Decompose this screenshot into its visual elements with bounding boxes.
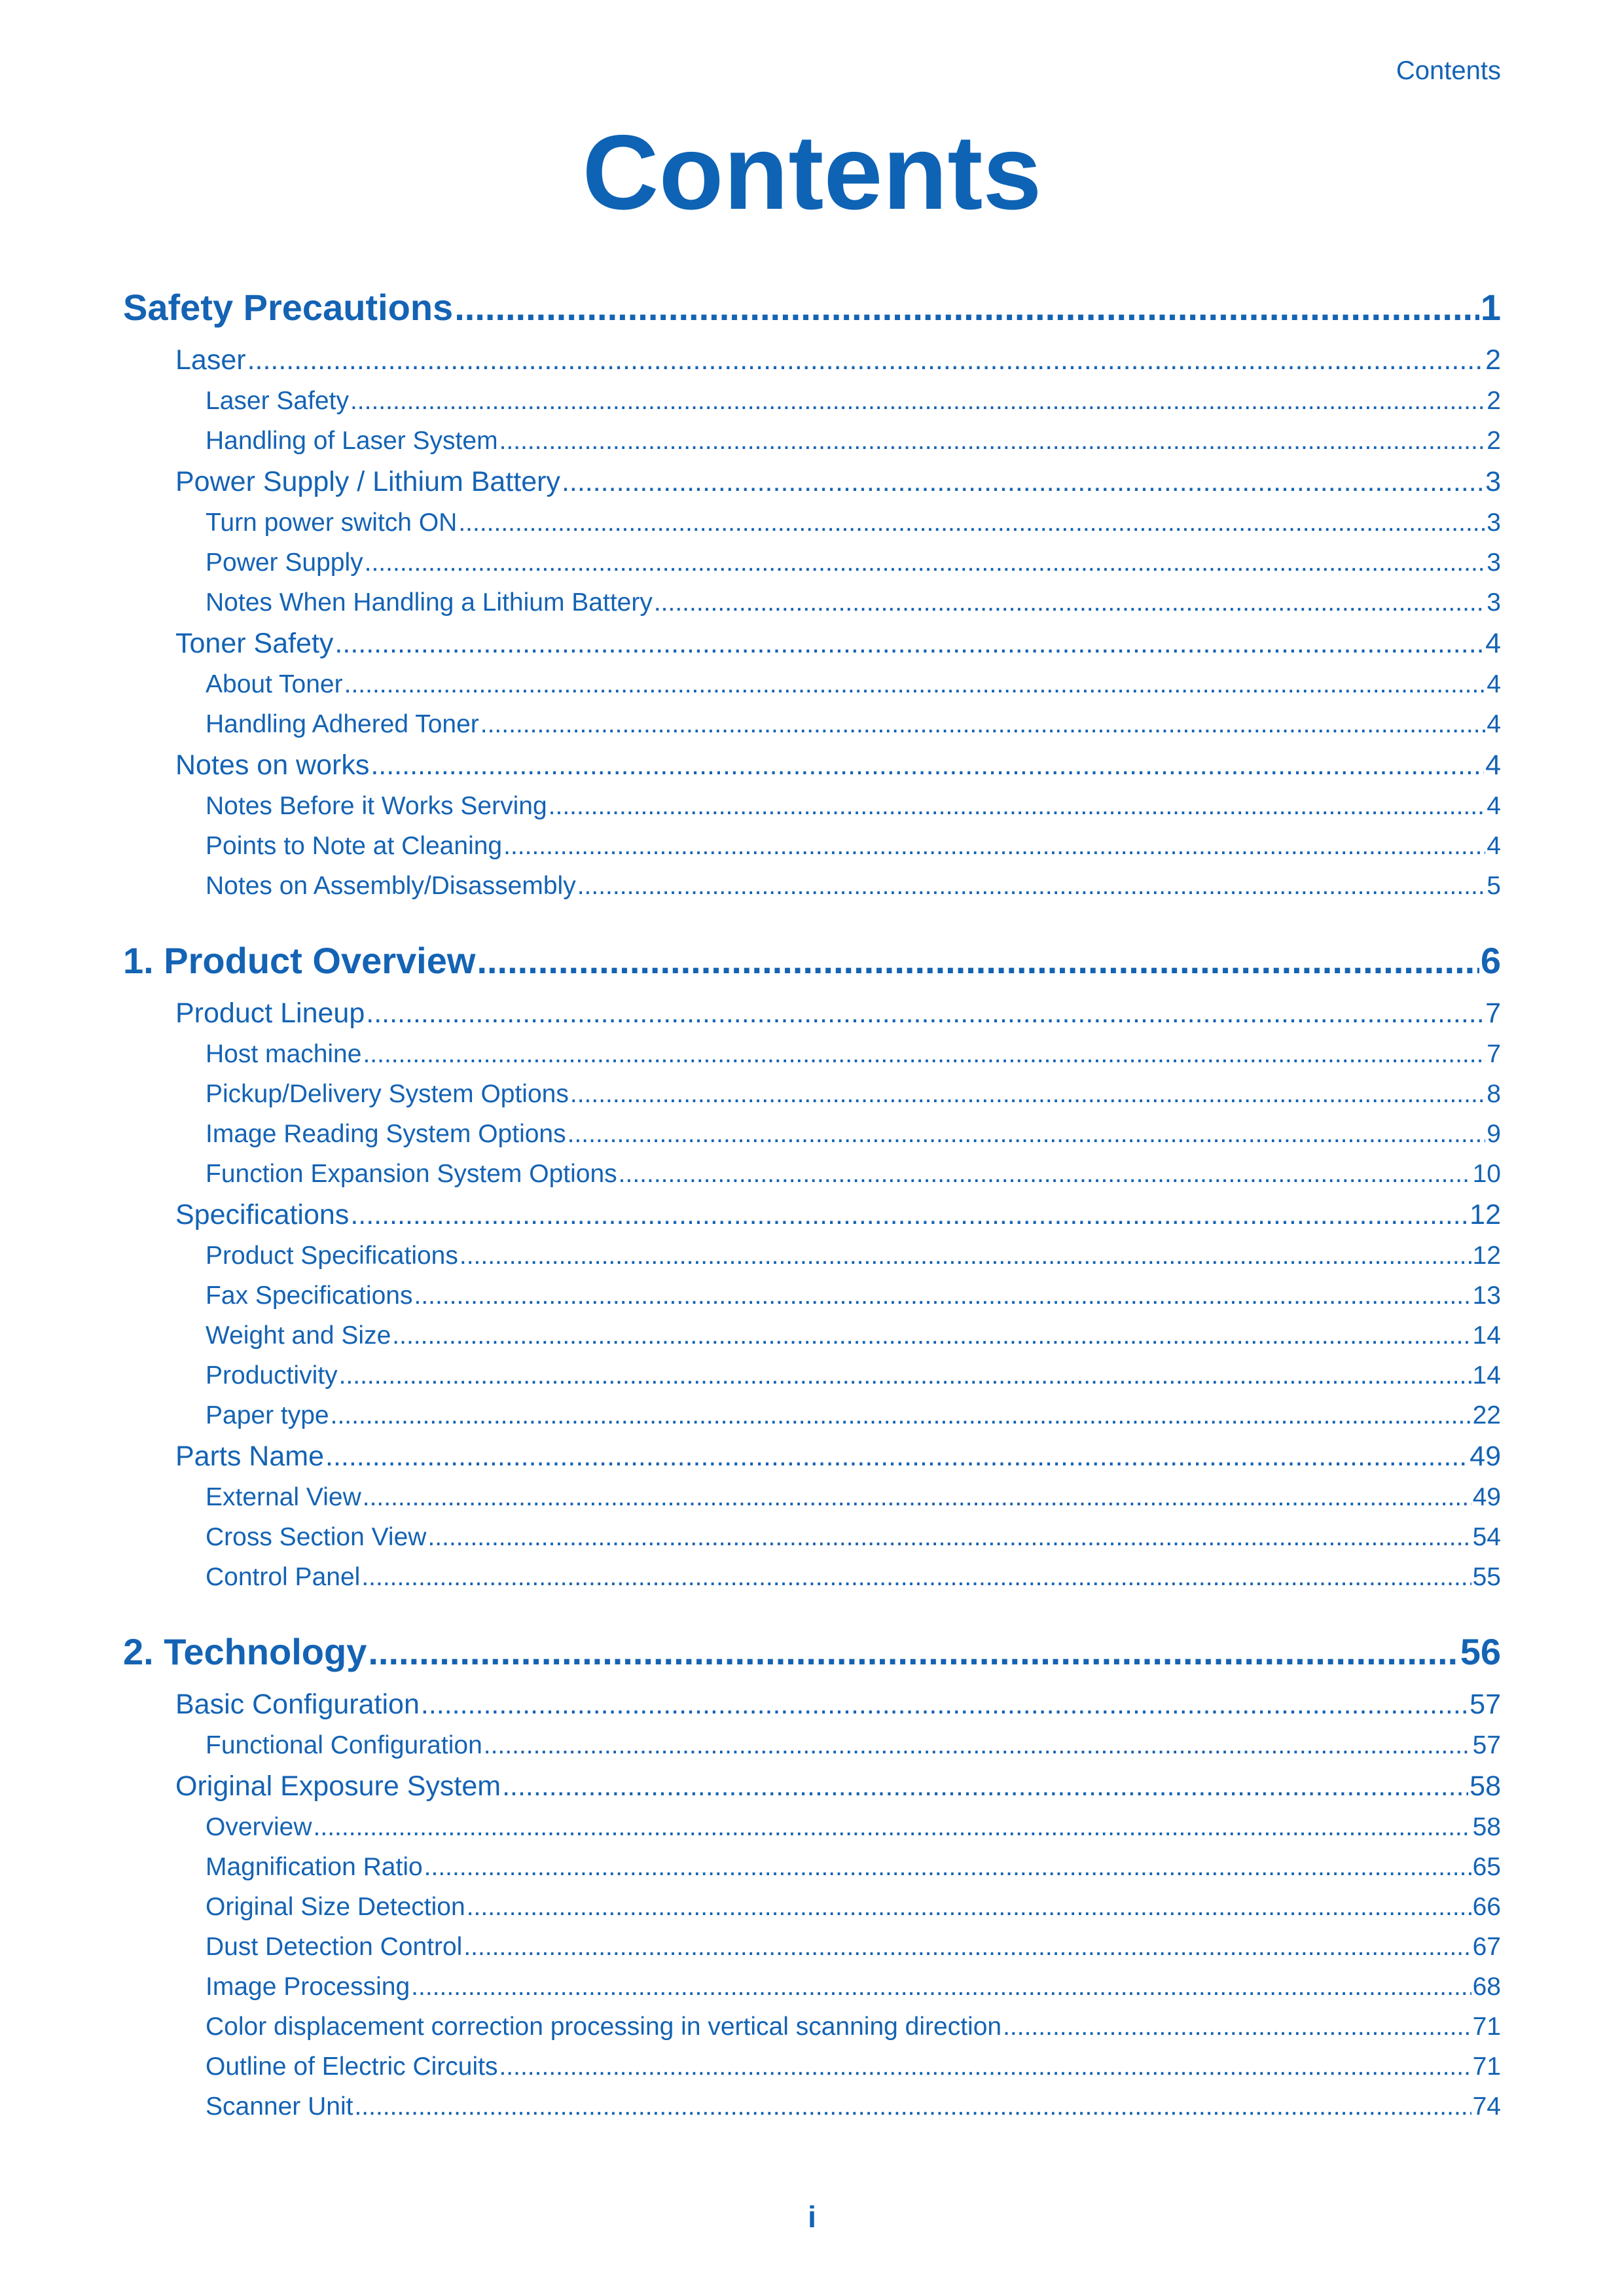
page-title: Contents — [582, 113, 1042, 232]
toc-entry-label: Weight and Size — [206, 1321, 391, 1350]
dot-leader — [619, 1154, 1471, 1194]
toc-entry-level-3[interactable] — [123, 1236, 1501, 1276]
toc-entry-page: 13 — [1472, 1282, 1501, 1310]
toc-entry-level-3[interactable] — [123, 503, 1501, 543]
toc-entry-label: Productivity — [206, 1361, 338, 1390]
toc-entry-page: 4 — [1487, 792, 1501, 820]
toc-entry-page: 4 — [1485, 628, 1501, 659]
toc-entry-label: Scanner Unit — [206, 2092, 353, 2121]
dot-leader — [370, 744, 1484, 786]
toc-entry-page: 12 — [1470, 1199, 1501, 1230]
toc-entry-level-3[interactable] — [123, 421, 1501, 461]
toc-entry-label: Fax Specifications — [206, 1282, 413, 1310]
toc-entry-level-3[interactable] — [123, 826, 1501, 866]
toc-entry-level-3[interactable] — [123, 2047, 1501, 2087]
toc-entry-label: Notes Before it Works Serving — [206, 792, 547, 820]
toc-entry-page: 71 — [1472, 2053, 1501, 2081]
toc-entry-page: 55 — [1472, 1563, 1501, 1591]
dot-leader — [499, 421, 1486, 461]
toc-entry-label: 2. Technology — [123, 1631, 367, 1672]
dot-leader — [247, 339, 1485, 381]
toc-entry-level-3[interactable] — [123, 1517, 1501, 1557]
dot-leader — [363, 1477, 1471, 1517]
toc-entry-page: 14 — [1472, 1361, 1501, 1390]
dot-leader — [368, 1621, 1458, 1683]
toc-entry-label: Function Expansion System Options — [206, 1160, 617, 1188]
toc-entry-level-3[interactable] — [123, 1887, 1501, 1927]
toc-entry-page: 74 — [1472, 2092, 1501, 2121]
toc-entry-page: 8 — [1487, 1080, 1501, 1108]
toc-entry-level-3[interactable] — [123, 1034, 1501, 1074]
toc-entry-level-3[interactable] — [123, 1114, 1501, 1154]
dot-leader — [339, 1355, 1471, 1395]
dot-leader — [454, 276, 1479, 339]
toc-entry-level-3[interactable] — [123, 1847, 1501, 1887]
toc-entry-level-2[interactable] — [123, 1765, 1501, 1807]
dot-leader — [361, 1557, 1471, 1597]
dot-leader — [427, 1517, 1471, 1557]
dot-leader — [577, 866, 1486, 906]
toc-entry-page: 56 — [1460, 1631, 1501, 1672]
toc-entry-level-2[interactable] — [123, 992, 1501, 1034]
toc-entry-level-3[interactable] — [123, 1927, 1501, 1967]
toc-entry-level-3[interactable] — [123, 786, 1501, 826]
toc-entry-level-2[interactable] — [123, 1194, 1501, 1236]
dot-leader — [331, 1395, 1471, 1435]
toc-entry-level-3[interactable] — [123, 1154, 1501, 1194]
dot-leader — [458, 503, 1485, 543]
toc-entry-label: Original Exposure System — [175, 1770, 501, 1802]
toc-entry-level-2[interactable] — [123, 1683, 1501, 1725]
toc-entry-page: 54 — [1472, 1523, 1501, 1551]
toc-entry-page: 7 — [1485, 997, 1501, 1029]
toc-entry-page: 7 — [1487, 1040, 1501, 1068]
toc-entry-page: 67 — [1472, 1933, 1501, 1961]
dot-leader — [460, 1236, 1471, 1276]
toc-entry-page: 3 — [1485, 466, 1501, 497]
dot-leader — [325, 1435, 1468, 1477]
toc-entry-level-3[interactable] — [123, 1395, 1501, 1435]
toc-entry-level-2[interactable] — [123, 622, 1501, 664]
toc-entry-label: Host machine — [206, 1040, 362, 1068]
dot-leader — [411, 1967, 1471, 2007]
toc-entry-page: 49 — [1470, 1441, 1501, 1472]
dot-leader — [467, 1887, 1471, 1927]
toc-entry-page: 12 — [1472, 1242, 1501, 1270]
toc-entry-level-3[interactable] — [123, 704, 1501, 744]
toc-entry-level-3[interactable] — [123, 1276, 1501, 1316]
toc-entry-label: Handling of Laser System — [206, 427, 498, 455]
toc-entry-level-3[interactable] — [123, 1316, 1501, 1355]
toc-entry-label: Image Processing — [206, 1973, 410, 2001]
dot-leader — [392, 1316, 1471, 1355]
toc-entry-level-1[interactable] — [123, 276, 1501, 339]
dot-leader — [363, 1034, 1485, 1074]
toc-entry-label: Parts Name — [175, 1441, 325, 1472]
toc-entry-label: Notes on works — [175, 749, 370, 781]
toc-entry-page: 14 — [1472, 1321, 1501, 1350]
toc-entry-page: 22 — [1472, 1401, 1501, 1429]
dot-leader — [366, 992, 1484, 1034]
toc-entry-label: Product Specifications — [206, 1242, 458, 1270]
toc-entry-page: 3 — [1487, 548, 1501, 577]
toc-entry-page: 1 — [1480, 287, 1501, 328]
toc-entry-level-3[interactable] — [123, 1807, 1501, 1847]
toc-entry-level-2[interactable] — [123, 744, 1501, 786]
toc-entry-label: Functional Configuration — [206, 1731, 482, 1759]
toc-entry-label: External View — [206, 1483, 361, 1511]
toc-entry-label: Turn power switch ON — [206, 509, 458, 537]
toc-entry-page: 3 — [1487, 588, 1501, 617]
toc-entry-label: Color displacement correction processing in vertical scanning direction — [206, 2013, 1002, 2041]
table-of-contents — [123, 276, 1501, 2126]
toc-entry-label: Laser — [175, 344, 246, 376]
toc-entry-label: Paper type — [206, 1401, 329, 1429]
toc-entry-page: 4 — [1487, 710, 1501, 738]
toc-entry-level-3[interactable] — [123, 1355, 1501, 1395]
toc-entry-level-3[interactable] — [123, 1725, 1501, 1765]
toc-entry-label: Outline of Electric Circuits — [206, 2053, 498, 2081]
toc-entry-page: 4 — [1487, 832, 1501, 860]
toc-entry-label: Basic Configuration — [175, 1689, 420, 1720]
toc-entry-level-3[interactable] — [123, 1477, 1501, 1517]
toc-entry-label: Overview — [206, 1813, 312, 1841]
toc-entry-page: 49 — [1472, 1483, 1501, 1511]
toc-entry-level-3[interactable] — [123, 1074, 1501, 1114]
dot-leader — [463, 1927, 1471, 1967]
dot-leader — [334, 622, 1484, 664]
toc-entry-label: Toner Safety — [175, 628, 334, 659]
toc-entry-label: 1. Product Overview — [123, 940, 476, 981]
toc-entry-level-2[interactable] — [123, 339, 1501, 381]
toc-entry-label: Dust Detection Control — [206, 1933, 463, 1961]
toc-entry-label: Notes on Assembly/Disassembly — [206, 872, 576, 900]
running-head: Contents — [1396, 56, 1501, 85]
toc-entry-page: 58 — [1472, 1813, 1501, 1841]
toc-entry-level-1[interactable] — [123, 929, 1501, 992]
toc-entry-page: 3 — [1487, 509, 1501, 537]
toc-entry-page: 66 — [1472, 1893, 1501, 1921]
toc-entry-label: Magnification Ratio — [206, 1853, 423, 1881]
toc-entry-label: Original Size Detection — [206, 1893, 465, 1921]
toc-entry-page: 9 — [1487, 1120, 1501, 1148]
toc-entry-level-3[interactable] — [123, 2087, 1501, 2126]
toc-entry-page: 4 — [1485, 749, 1501, 781]
toc-entry-page: 4 — [1487, 670, 1501, 698]
dot-leader — [1003, 2007, 1471, 2047]
dot-leader — [365, 543, 1486, 583]
dot-leader — [350, 1194, 1468, 1236]
toc-entry-label: Notes When Handling a Lithium Battery — [206, 588, 653, 617]
dot-leader — [477, 929, 1479, 992]
toc-entry-page: 58 — [1470, 1770, 1501, 1802]
toc-entry-label: Points to Note at Cleaning — [206, 832, 503, 860]
dot-leader — [502, 1765, 1468, 1807]
toc-entry-page: 10 — [1472, 1160, 1501, 1188]
toc-entry-page: 6 — [1480, 940, 1501, 981]
dot-leader — [344, 664, 1486, 704]
toc-entry-label: About Toner — [206, 670, 343, 698]
dot-leader — [562, 461, 1484, 503]
toc-entry-label: Image Reading System Options — [206, 1120, 566, 1148]
toc-entry-level-3[interactable] — [123, 1557, 1501, 1597]
toc-entry-page: 5 — [1487, 872, 1501, 900]
dot-leader — [568, 1114, 1486, 1154]
toc-entry-label: Laser Safety — [206, 387, 349, 415]
toc-entry-label: Power Supply — [206, 548, 363, 577]
toc-entry-level-3[interactable] — [123, 381, 1501, 421]
dot-leader — [354, 2087, 1471, 2126]
toc-entry-level-3[interactable] — [123, 583, 1501, 622]
toc-entry-page: 57 — [1470, 1689, 1501, 1720]
dot-leader — [549, 786, 1486, 826]
toc-entry-label: Cross Section View — [206, 1523, 427, 1551]
toc-entry-level-1[interactable] — [123, 1621, 1501, 1683]
dot-leader — [654, 583, 1485, 622]
toc-entry-page: 71 — [1472, 2013, 1501, 2041]
dot-leader — [480, 704, 1486, 744]
toc-entry-level-3[interactable] — [123, 2007, 1501, 2047]
dot-leader — [503, 826, 1485, 866]
dot-leader — [499, 2047, 1471, 2087]
toc-entry-level-3[interactable] — [123, 1967, 1501, 2007]
toc-entry-label: Specifications — [175, 1199, 350, 1230]
toc-entry-page: 65 — [1472, 1853, 1501, 1881]
toc-entry-level-3[interactable] — [123, 664, 1501, 704]
toc-entry-level-3[interactable] — [123, 543, 1501, 583]
toc-entry-page: 2 — [1487, 387, 1501, 415]
toc-entry-label: Product Lineup — [175, 997, 365, 1029]
toc-entry-label: Power Supply / Lithium Battery — [175, 466, 560, 497]
toc-entry-level-3[interactable] — [123, 866, 1501, 906]
toc-entry-label: Handling Adhered Toner — [206, 710, 479, 738]
toc-entry-label: Safety Precautions — [123, 287, 454, 328]
dot-leader — [314, 1807, 1471, 1847]
dot-leader — [414, 1276, 1471, 1316]
toc-entry-page: 2 — [1485, 344, 1501, 376]
dot-leader — [421, 1683, 1468, 1725]
toc-entry-label: Pickup/Delivery System Options — [206, 1080, 569, 1108]
page-number: i — [808, 2200, 816, 2234]
toc-entry-page: 68 — [1472, 1973, 1501, 2001]
toc-entry-label: Control Panel — [206, 1563, 361, 1591]
dot-leader — [484, 1725, 1471, 1765]
toc-entry-page: 2 — [1487, 427, 1501, 455]
dot-leader — [350, 381, 1485, 421]
toc-entry-page: 57 — [1472, 1731, 1501, 1759]
dot-leader — [570, 1074, 1485, 1114]
toc-entry-level-2[interactable] — [123, 1435, 1501, 1477]
toc-entry-level-2[interactable] — [123, 461, 1501, 503]
dot-leader — [424, 1847, 1471, 1887]
